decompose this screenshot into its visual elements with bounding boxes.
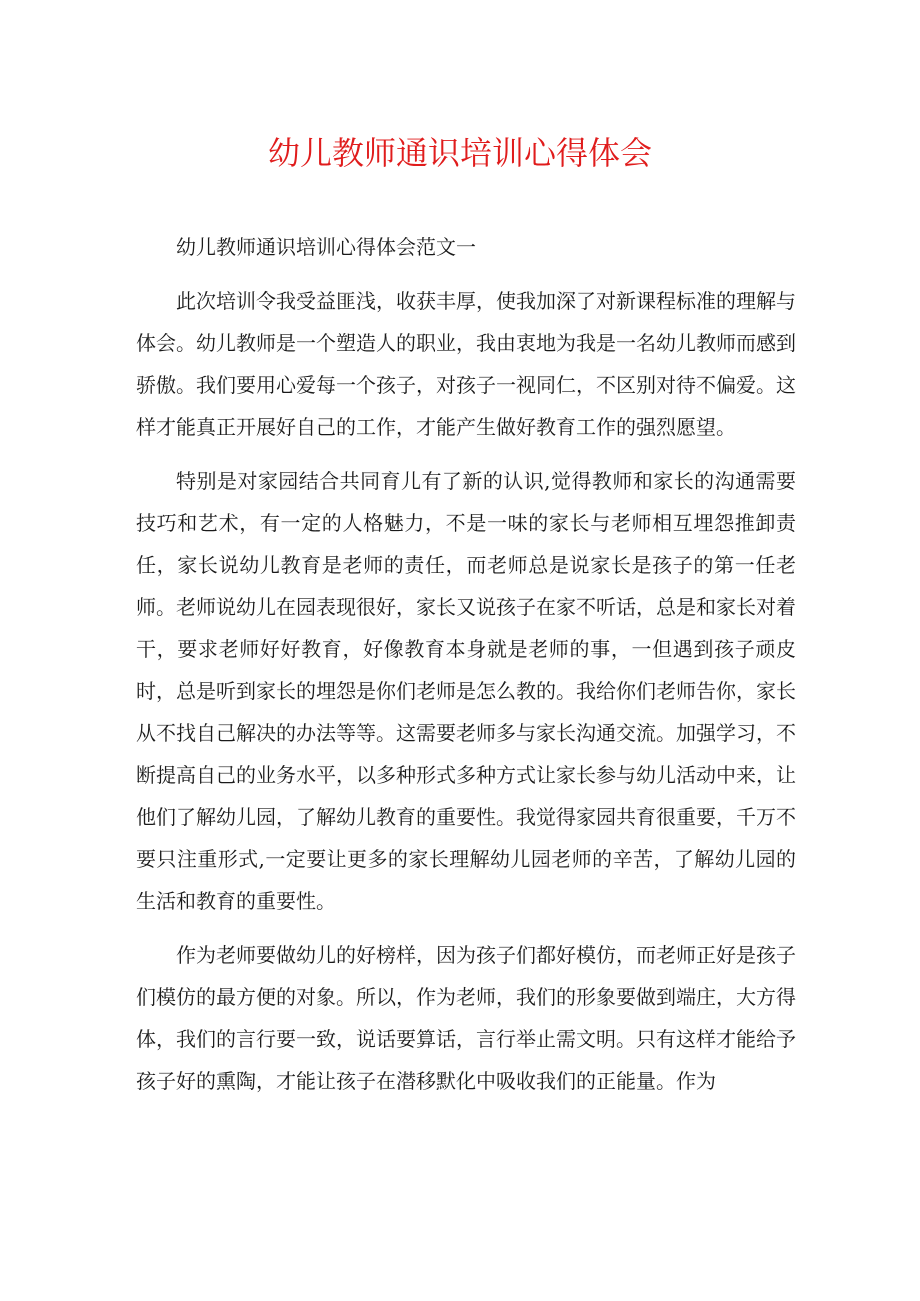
- document-title: 幼儿教师通识培训心得体会: [267, 134, 652, 172]
- document-body: [136, 226, 796, 1114]
- paragraph-1: 此次培训令我受益匪浅，收获丰厚，使我加深了对新课程标准的理解与体会。幼儿教师是一个塑造人的职业，我由衷地为我是一名幼儿教师而感到骄傲。我们要用心爱每一个孩子，对孩子一视同仁，不区别对待不偏爱。这样才能真正开展好自己的工作，才能产生做好教育工作的强烈愿望。: [136, 289, 796, 439]
- paragraph-2: 特别是对家园结合共同育儿有了新的认识,觉得教师和家长的沟通需要技巧和艺术，有一定的人格魅力，不是一味的家长与老师相互埋怨推卸责任，家长说幼儿教育是老师的责任，而老师总是说家长是孩子的第一任老师。老师说幼儿在园表现很好，家长又说孩子在家不听话，总是和家长对着干，要求老师好好教育，好像教育本身就是老师的事，一但遇到孩子顽皮时，总是听到家长的埋怨是你们老师是怎么教的。我给你们老师告你，家长从不找自己解决的办法等等。这需要老师多与家长沟通交流。加强学习，不断提高自己的业务水平，以多种形式多种方式让家长参与幼儿活动中来，让他们了解幼儿园，了解幼儿教育的重要性。我觉得家园共育很重要，千万不要只注重形式,一定要让更多的家长理解幼儿园老师的辛苦，了解幼儿园的生活和教育的重要性。: [136, 469, 796, 913]
- paragraph-3: 作为老师要做幼儿的好榜样，因为孩子们都好模仿，而老师正好是孩子们模仿的最方便的对象。所以，作为老师，我们的形象要做到端庄，大方得体，我们的言行要一致，说话要算话，言行举止需文明。只有这样才能给予孩子好的熏陶，才能让孩子在潜移默化中吸收我们的正能量。作为: [136, 943, 796, 1093]
- document-subtitle: 幼儿教师通识培训心得体会范文一: [176, 235, 476, 259]
